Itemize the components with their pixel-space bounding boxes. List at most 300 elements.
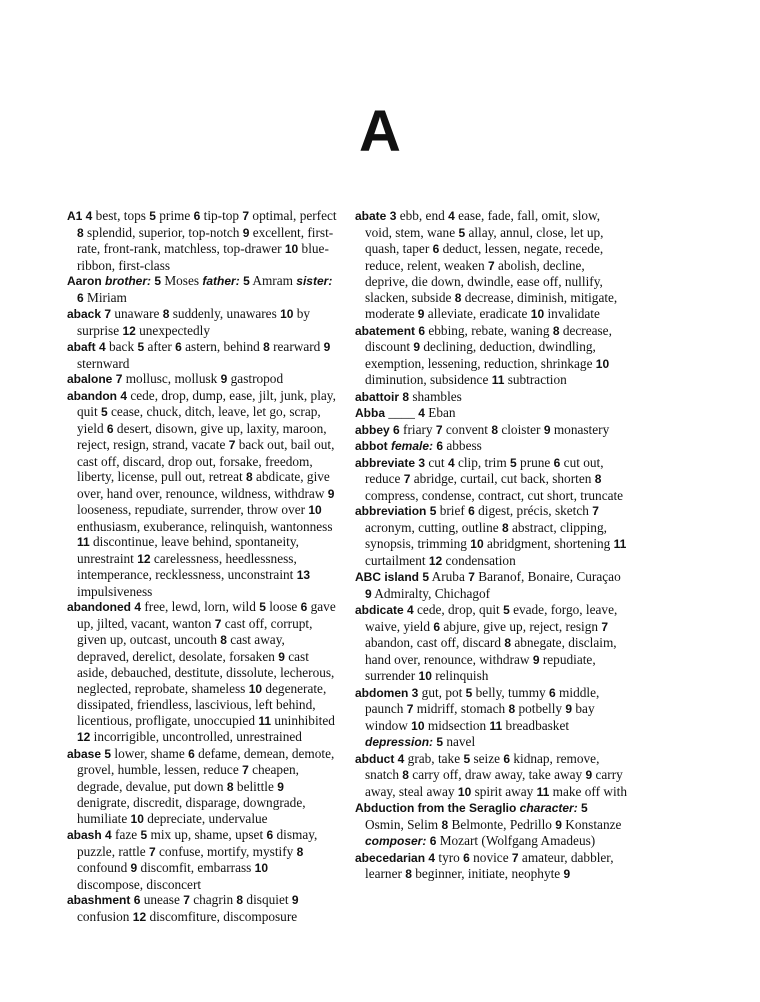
letter-count: 5 xyxy=(510,455,517,470)
entry-text: decrease, diminish, mitigate, moderate xyxy=(365,289,618,321)
entry-headword: abalone xyxy=(67,372,113,386)
entry-text: cede, drop, quit xyxy=(413,602,504,617)
letter-count: 10 xyxy=(411,718,425,733)
letter-count: 4 xyxy=(134,600,142,614)
letter-count: 5 xyxy=(436,735,444,749)
entry-text: abjure, give up, reject, resign xyxy=(440,618,602,634)
entry-text: lower, shame xyxy=(111,745,189,761)
letter-count: 13 xyxy=(296,568,311,582)
letter-count: 8 xyxy=(454,290,462,305)
letter-count: 8 xyxy=(508,702,516,716)
entry-text: navel xyxy=(443,734,476,749)
letter-count: 8 xyxy=(236,893,244,907)
dictionary-entry xyxy=(355,503,627,569)
letter-count: 6 xyxy=(429,834,437,848)
entry-text: decrease, discount xyxy=(365,322,612,354)
letter-count: 5 xyxy=(154,274,162,288)
entry-text: rearward xyxy=(269,339,324,354)
entry-headword: abattoir xyxy=(355,389,400,404)
entry-text: cast off, corrupt, given up, outcast, uncouth xyxy=(77,615,313,647)
entry-text: grab, take xyxy=(404,750,464,766)
letter-count: 6 xyxy=(266,828,274,842)
letter-count: 4 xyxy=(407,603,414,617)
letter-count: 5 xyxy=(463,751,471,766)
letter-count: 7 xyxy=(214,616,222,631)
right-column xyxy=(355,208,627,883)
entry-text: abridgment, shortening xyxy=(483,536,614,551)
entry-text: make off with xyxy=(549,783,628,799)
entry-headword: abaft xyxy=(67,340,96,354)
letter-count: 9 xyxy=(278,649,285,664)
entry-text: cloister xyxy=(498,421,544,437)
entry-text: depreciate, undervalue xyxy=(143,810,268,826)
letter-count: 11 xyxy=(491,373,505,387)
dictionary-entry xyxy=(355,850,627,883)
dictionary-entry xyxy=(355,208,627,323)
entry-text: discompose, disconcert xyxy=(77,876,202,892)
letter-count: 6 xyxy=(463,850,470,865)
entry-headword: aback xyxy=(67,307,102,321)
letter-count: 6 xyxy=(393,422,400,437)
entry-text: Mozart (Wolfgang Amadeus) xyxy=(436,833,596,848)
entry-text: cede, drop, dump, ease, jilt, junk, play, quit xyxy=(77,387,336,419)
dictionary-entry xyxy=(67,827,337,892)
entry-text: alleviate, eradicate xyxy=(424,306,531,321)
letter-count: 5 xyxy=(581,801,588,815)
entry-text: incorrigible, uncontrolled, unrestrained xyxy=(90,729,302,744)
entry-text: beginner, initiate, neophyte xyxy=(411,866,564,881)
entry-text: gave up, jilted, vacant, wanton xyxy=(77,599,336,631)
entry-text: disquiet xyxy=(243,892,292,907)
letter-count: 8 xyxy=(405,867,412,881)
entry-text: diminution, subsidence xyxy=(365,372,492,387)
entry-text: free, lewd, lorn, wild xyxy=(141,599,260,614)
entry-text: Eban xyxy=(424,405,456,420)
entry-text: cut xyxy=(425,454,448,470)
letter-count: 12 xyxy=(428,553,443,568)
letter-count: 8 xyxy=(220,633,227,647)
entry-text: after xyxy=(144,339,176,354)
letter-count: 9 xyxy=(585,768,593,782)
category-label: depression: xyxy=(365,735,434,749)
entry-text: Amram xyxy=(249,273,297,288)
entry-text: abbess xyxy=(443,438,482,453)
entry-text: unaware xyxy=(111,306,163,321)
letter-count: 9 xyxy=(327,486,335,501)
entry-text: uninhibited xyxy=(271,712,335,728)
entry-headword: Aaron xyxy=(67,274,102,288)
entry-headword: A1 xyxy=(67,209,83,223)
entry-text: middle, paunch xyxy=(365,684,600,716)
entry-headword: Abba xyxy=(355,406,385,420)
letter-count: 6 xyxy=(436,439,444,453)
entry-text: tyro xyxy=(435,849,464,865)
letter-count: 8 xyxy=(245,470,253,484)
entry-text: convent xyxy=(442,421,492,437)
entry-text: splendid, superior, top-notch xyxy=(83,224,243,240)
entry-text: condensation xyxy=(442,552,516,568)
entry-text: chagrin xyxy=(189,892,237,907)
dictionary-entry xyxy=(355,455,627,504)
entry-headword: abate xyxy=(355,209,387,223)
letter-count: 7 xyxy=(511,850,519,865)
entry-text: carry away, steal away xyxy=(365,767,623,799)
letter-count: 11 xyxy=(489,718,503,733)
letter-count: 9 xyxy=(563,867,571,881)
letter-count: 10 xyxy=(280,307,294,321)
entry-text: curtailment xyxy=(365,552,429,568)
entry-text: kidnap, remove, snatch xyxy=(365,750,600,782)
letter-count: 9 xyxy=(365,586,372,601)
entry-text: by surprise xyxy=(77,306,311,338)
entry-headword: abase xyxy=(67,746,102,761)
entry-text: compress, condense, contract, cut short, truncate xyxy=(365,487,624,503)
entry-text: desert, disown, give up, laxity, maroon, reject, resign, strand, vacate xyxy=(77,420,327,452)
letter-count: 9 xyxy=(220,372,228,386)
letter-count: 9 xyxy=(543,422,551,437)
entry-text: midriff, stomach xyxy=(413,701,509,716)
letter-count: 5 xyxy=(101,405,108,419)
letter-count: 8 xyxy=(402,389,410,404)
entry-text: mollusc, mollusk xyxy=(122,371,221,386)
letter-count: 10 xyxy=(470,537,484,551)
entry-text: abolish, decline, deprive, die down, dwindle, ease off, nullify, slacken, subside xyxy=(365,257,603,305)
letter-count: 8 xyxy=(162,307,170,321)
entry-text: invalidate xyxy=(544,306,600,321)
letter-count: 7 xyxy=(104,307,112,321)
letter-count: 4 xyxy=(447,455,455,470)
section-letter-heading: A xyxy=(359,99,401,164)
letter-count: 10 xyxy=(457,784,472,799)
letter-count: 12 xyxy=(132,909,147,924)
entry-text: unease xyxy=(140,892,184,907)
letter-count: 10 xyxy=(254,861,269,875)
entry-text: carelessness, heedlessness, intemperance, recklessness, unconstraint xyxy=(77,550,297,582)
letter-count: 11 xyxy=(613,537,627,551)
entry-text: dismay, puzzle, rattle xyxy=(77,827,318,859)
letter-count: 6 xyxy=(468,504,475,518)
letter-count: 7 xyxy=(487,258,495,273)
letter-count: 9 xyxy=(532,652,540,667)
entry-text: evade, forgo, leave, waive, yield xyxy=(365,602,618,634)
letter-count: 5 xyxy=(422,570,430,584)
letter-count: 4 xyxy=(418,406,425,420)
entry-text: midsection xyxy=(424,717,490,733)
entry-text: ebbing, rebate, waning xyxy=(425,322,553,338)
letter-count: 6 xyxy=(433,619,440,634)
entry-text: abridge, curtail, cut back, shorten xyxy=(410,471,595,486)
letter-count: 9 xyxy=(242,225,250,240)
entry-text: Baranof, Bonaire, Curaçao xyxy=(474,569,621,584)
letter-count: 10 xyxy=(308,503,322,517)
letter-count: 9 xyxy=(291,893,299,907)
entry-headword: abbreviate xyxy=(355,455,416,470)
entry-headword: abatement xyxy=(355,323,416,338)
letter-count: 4 xyxy=(448,209,455,223)
entry-headword: abdomen xyxy=(355,685,409,700)
entry-text: denigrate, discredit, disparage, downgrade, humiliate xyxy=(77,795,306,826)
entry-text: faze xyxy=(111,827,141,842)
letter-count: 7 xyxy=(601,619,609,634)
entry-text: seize xyxy=(470,750,504,766)
letter-count: 9 xyxy=(417,307,425,321)
entry-text: cut out, reduce xyxy=(365,454,604,486)
entry-text: back out, bail out, cast off, discard, drop out, forsake, freedom, liberty, license, pull out, retreat xyxy=(77,437,335,484)
entry-text: carry off, draw away, take away xyxy=(408,767,586,782)
entry-text: looseness, repudiate, surrender, throw over xyxy=(77,502,309,517)
letter-count: 8 xyxy=(594,472,602,486)
entry-text: Osmin, Selim xyxy=(365,816,442,832)
entry-text: confound xyxy=(77,860,131,875)
letter-count: 10 xyxy=(530,307,545,321)
dictionary-entry xyxy=(67,892,337,925)
letter-count: 8 xyxy=(504,636,512,650)
dictionary-entry xyxy=(67,339,337,371)
entry-text: spirit away xyxy=(471,783,537,799)
letter-count: 9 xyxy=(323,340,331,354)
entry-headword: Abduction from the Seraglio xyxy=(355,801,517,815)
entry-text: cast aside, debauched, destitute, dissolute, lecherous, neglected, reprobate, shameless xyxy=(77,648,335,696)
letter-count: 9 xyxy=(277,779,284,794)
letter-count: 4 xyxy=(397,751,405,766)
letter-count: 6 xyxy=(77,290,84,305)
entry-headword: abdicate xyxy=(355,603,404,617)
entry-headword: abbey xyxy=(355,422,390,437)
entry-text: mix up, shame, upset xyxy=(147,827,267,842)
letter-count: 3 xyxy=(418,455,426,470)
dictionary-entry xyxy=(355,422,627,439)
entry-text: Moses xyxy=(161,273,203,288)
entry-text: abdicate, give over, hand over, renounce, wildness, withdraw xyxy=(77,469,330,501)
letter-count: 10 xyxy=(248,681,263,696)
entry-text: prune xyxy=(516,454,554,470)
entry-text: discomfit, embarrass xyxy=(137,860,255,875)
letter-count: 6 xyxy=(503,751,511,766)
letter-count: 8 xyxy=(296,844,304,859)
letter-count: 5 xyxy=(243,274,250,288)
letter-count: 4 xyxy=(99,340,106,354)
entry-text: subtraction xyxy=(504,372,567,387)
letter-count: 6 xyxy=(553,455,561,470)
entry-text: cheapen, degrade, devalue, put down xyxy=(77,762,299,794)
category-label: brother: xyxy=(105,274,151,288)
letter-count: 9 xyxy=(555,817,562,832)
entry-text: suddenly, unawares xyxy=(169,306,281,321)
letter-count: 5 xyxy=(465,685,473,700)
entry-text: Aruba xyxy=(429,569,469,584)
letter-count: 7 xyxy=(468,570,475,584)
dictionary-entry xyxy=(355,602,627,685)
letter-count: 7 xyxy=(403,472,411,486)
entry-text: Miriam xyxy=(83,289,127,305)
entry-text: brief xyxy=(436,503,469,518)
entry-text: digest, précis, sketch xyxy=(474,503,593,518)
letter-count: 3 xyxy=(389,209,397,223)
entry-text: gastropod xyxy=(227,371,284,386)
entry-text: novice xyxy=(469,849,512,865)
dictionary-entry xyxy=(355,438,627,455)
letter-count: 8 xyxy=(552,323,560,338)
letter-count: 6 xyxy=(133,893,141,907)
entry-text: discomfiture, discomposure xyxy=(146,908,298,924)
letter-count: 12 xyxy=(122,323,136,338)
entry-headword: abashment xyxy=(67,893,131,907)
entry-text: sternward xyxy=(77,355,130,371)
entry-text: degenerate, dissipated, friendless, lascivious, left behind, licentious, profligate, unoccupied xyxy=(77,680,327,728)
letter-count: 3 xyxy=(411,685,419,700)
entry-text: back xyxy=(105,339,138,354)
dictionary-entry xyxy=(355,751,627,801)
letter-count: 6 xyxy=(193,209,201,223)
letter-count: 5 xyxy=(149,209,156,223)
dictionary-entry xyxy=(355,685,627,751)
entry-text: unexpectedly xyxy=(135,322,211,338)
letter-count: 6 xyxy=(175,340,182,354)
entry-text: enthusiasm, exuberance, relinquish, wantonness xyxy=(77,518,333,534)
entry-text: declining, deduction, dwindling, exemption, lessening, reduction, shrinkage xyxy=(365,339,596,371)
entry-text: clip, trim xyxy=(454,454,511,470)
entry-text: discontinue, leave behind, spontaneity, unrestraint xyxy=(77,534,299,566)
entry-text: belittle xyxy=(233,778,278,794)
entry-text: Admiralty, Chichagof xyxy=(371,585,491,601)
letter-count: 7 xyxy=(148,844,156,859)
entry-text: amateur, dabbler, learner xyxy=(365,849,614,881)
letter-count: 7 xyxy=(228,438,236,452)
entry-text: repudiate, surrender xyxy=(365,651,596,683)
letter-count: 7 xyxy=(435,422,443,437)
dictionary-entry xyxy=(67,306,337,339)
letter-count: 9 xyxy=(130,861,138,875)
letter-count: 5 xyxy=(140,828,148,842)
entry-text: abnegate, disclaim, hand over, renounce, withdraw xyxy=(365,635,617,667)
entry-headword: abecedarian xyxy=(355,850,426,865)
letter-count: 6 xyxy=(300,600,308,614)
entry-text: friary xyxy=(399,421,436,437)
entry-text: breadbasket xyxy=(502,717,570,733)
entry-text: ease, fade, fall, omit, slow, void, stem, wane xyxy=(365,208,601,240)
entry-text: ebb, end xyxy=(396,208,449,223)
dictionary-entry xyxy=(355,800,627,850)
entry-text: blue-ribbon, first-class xyxy=(77,241,329,273)
letter-count: 10 xyxy=(418,669,432,683)
letter-count: 11 xyxy=(258,713,271,728)
letter-count: 8 xyxy=(77,225,84,240)
letter-count: 8 xyxy=(491,422,499,437)
letter-count: 5 xyxy=(429,504,437,518)
dictionary-entry xyxy=(67,388,337,600)
letter-count: 11 xyxy=(536,784,550,799)
letter-count: 6 xyxy=(549,685,556,700)
entry-text: astern, behind xyxy=(181,339,264,354)
letter-count: 8 xyxy=(263,340,270,354)
letter-count: 6 xyxy=(432,242,440,256)
entry-text: tip-top xyxy=(200,208,243,223)
entry-text: optimal, perfect xyxy=(249,208,337,223)
entry-text: acronym, cutting, outline xyxy=(365,519,503,535)
left-column xyxy=(67,208,337,925)
category-label: female: xyxy=(391,439,434,453)
letter-count: 7 xyxy=(183,893,190,907)
letter-count: 4 xyxy=(120,388,128,403)
entry-text: prime xyxy=(155,208,194,223)
letter-count: 8 xyxy=(402,768,409,782)
entry-text: cease, chuck, ditch, leave, let go, scrap, yield xyxy=(77,404,321,436)
letter-count: 12 xyxy=(137,551,151,566)
letter-count: 11 xyxy=(77,535,90,549)
entry-headword: abbreviation xyxy=(355,504,427,518)
letter-count: 9 xyxy=(413,340,421,354)
category-label: composer: xyxy=(365,834,427,848)
entry-text: Belmonte, Pedrillo xyxy=(448,816,556,832)
letter-count: 7 xyxy=(242,209,250,223)
entry-text: relinquish xyxy=(431,668,489,683)
letter-count: 6 xyxy=(106,421,114,436)
letter-count: 10 xyxy=(284,242,299,256)
letter-count: 8 xyxy=(441,817,449,832)
entry-text: shambles xyxy=(409,388,462,404)
dictionary-entry xyxy=(67,599,337,746)
entry-headword: abduct xyxy=(355,751,395,766)
entry-text: belly, tummy xyxy=(472,684,550,700)
entry-text: defame, demean, demote, grovel, humble, lessen, reduce xyxy=(77,745,335,777)
entry-text: allay, annul, close, let up, quash, taper xyxy=(365,224,604,256)
letter-count: 12 xyxy=(77,730,91,744)
entry-text: monastery xyxy=(550,421,610,437)
letter-count: 5 xyxy=(137,340,145,354)
entry-text: excellent, first-rate, front-rank, matchless, top-drawer xyxy=(77,224,334,256)
entry-headword: abandon xyxy=(67,388,117,403)
dictionary-entry xyxy=(67,746,337,828)
letter-count: 10 xyxy=(595,356,610,371)
entry-text: loose xyxy=(265,599,301,614)
letter-count: 9 xyxy=(565,702,573,716)
dictionary-entry xyxy=(355,389,627,406)
category-label: sister: xyxy=(296,274,333,288)
category-label: father: xyxy=(202,274,240,288)
letter-count: 7 xyxy=(592,504,599,518)
entry-text: bay window xyxy=(365,701,595,733)
entry-text: ____ xyxy=(388,405,419,420)
entry-text: deduct, lessen, negate, recede, reduce, relent, weaken xyxy=(365,241,604,273)
entry-text: gut, pot xyxy=(418,684,466,700)
entry-headword: ABC island xyxy=(355,570,420,584)
letter-count: 4 xyxy=(105,828,112,842)
entry-text: abstract, clipping, synopsis, trimming xyxy=(365,519,607,551)
letter-count: 5 xyxy=(503,603,510,617)
dictionary-entry xyxy=(355,405,627,422)
entry-text: potbelly xyxy=(515,701,566,716)
entry-headword: abbot xyxy=(355,439,388,453)
entry-headword: abash xyxy=(67,828,102,842)
category-label: character: xyxy=(519,801,578,815)
entry-text: best, tops xyxy=(92,208,150,223)
dictionary-entry xyxy=(67,371,337,388)
letter-count: 6 xyxy=(188,746,195,761)
entry-text: cast away, depraved, derelict, desolate, forsaken xyxy=(77,632,285,664)
dictionary-entry xyxy=(67,208,337,273)
letter-count: 8 xyxy=(226,779,234,794)
letter-count: 4 xyxy=(428,850,436,865)
entry-headword: abandoned xyxy=(67,600,132,614)
letter-count: 5 xyxy=(104,746,112,761)
letter-count: 7 xyxy=(406,702,414,716)
dictionary-entry xyxy=(67,273,337,306)
letter-count: 5 xyxy=(458,225,466,240)
dictionary-entry xyxy=(355,569,627,602)
letter-count: 5 xyxy=(259,600,266,614)
entry-text: abandon, cast off, discard xyxy=(365,635,505,650)
dictionary-entry xyxy=(355,323,627,389)
